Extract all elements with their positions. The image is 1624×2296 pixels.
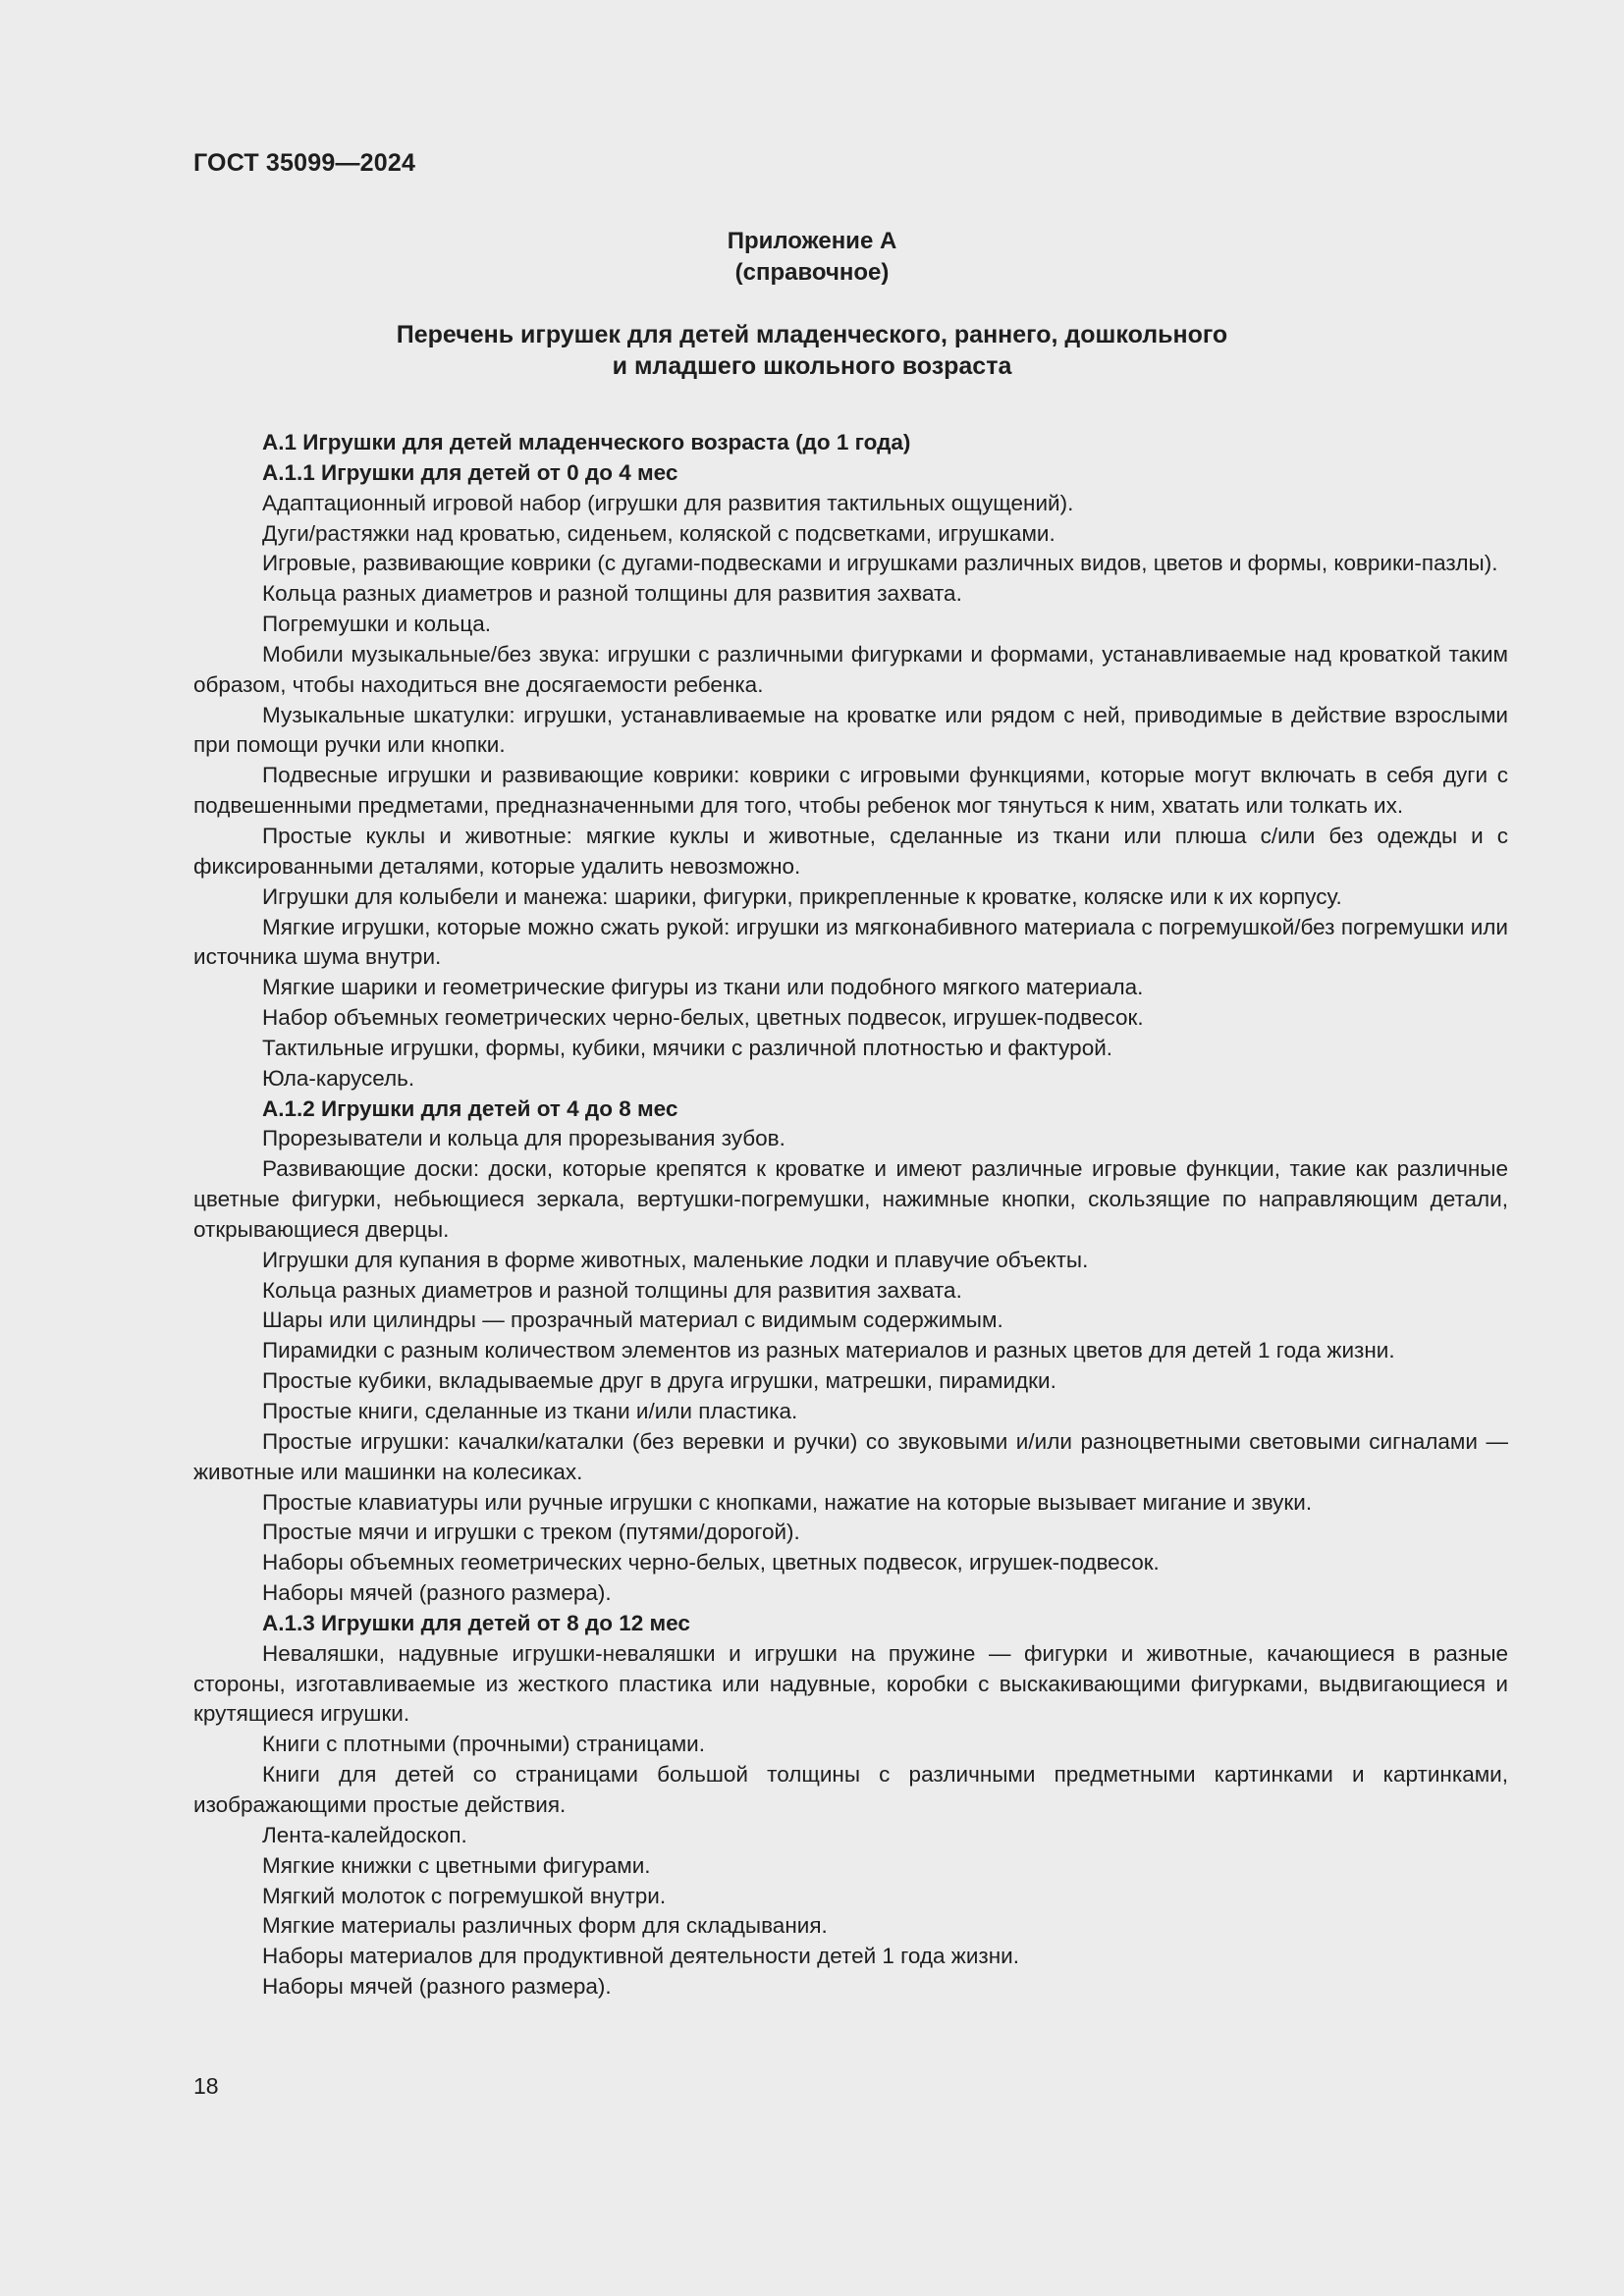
paragraph: Простые книги, сделанные из ткани и/или пластика. bbox=[262, 1399, 798, 1423]
paragraph: Подвесные игрушки и развивающие коврики: коврики с игровыми функциями, которые могут включать в себя дуги с подвешенными предметами, предназначенными для того, чтобы ребенок мог тянуться к ним, хватать или толкать их. bbox=[193, 763, 1508, 819]
paragraph: Игрушки для колыбели и манежа: шарики, фигурки, прикрепленные к кроватке, коляске или к их корпусу. bbox=[262, 883, 1342, 909]
title-line-2: и младшего школьного возраста bbox=[612, 352, 1012, 380]
section-heading: А.1.1 Игрушки для детей от 0 до 4 мес bbox=[262, 459, 678, 485]
paragraph: Прорезыватели и кольца для прорезывания зубов. bbox=[262, 1126, 785, 1151]
appendix-type: (справочное) bbox=[734, 259, 890, 286]
standard-designation: ГОСТ 35099—2024 bbox=[193, 149, 416, 177]
paragraph: Погремушки и кольца. bbox=[262, 612, 492, 637]
title-line-1: Перечень игрушек для детей младенческого, раннего, дошкольного bbox=[396, 321, 1228, 348]
paragraph: Мягкий молоток с погремушкой внутри. bbox=[262, 1883, 667, 1908]
paragraph: Кольца разных диаметров и разной толщины для развития захвата. bbox=[262, 1277, 962, 1303]
paragraph: Кольца разных диаметров и разной толщины для развития захвата. bbox=[262, 581, 962, 607]
paragraph: Игрушки для купания в форме животных, маленькие лодки и плавучие объекты. bbox=[262, 1247, 1089, 1272]
paragraph: Игровые, развивающие коврики (с дугами-подвесками и игрушками различных видов, цветов и формы, коврики-пазлы). bbox=[262, 551, 1498, 576]
paragraph: Адаптационный игровой набор (игрушки для развития тактильных ощущений). bbox=[262, 490, 1074, 515]
paragraph: Наборы материалов для продуктивной деятельности детей 1 года жизни. bbox=[262, 1944, 1019, 1969]
paragraph: Пирамидки с разным количеством элементов из разных материалов и разных цветов для детей 1 года жизни. bbox=[262, 1338, 1395, 1363]
page-number: 18 bbox=[193, 2073, 219, 2099]
section-heading: А.1.2 Игрушки для детей от 4 до 8 мес bbox=[262, 1095, 678, 1121]
paragraph: Тактильные игрушки, формы, кубики, мячики с различной плотностью и фактурой. bbox=[262, 1035, 1113, 1060]
paragraph: Наборы мячей (разного размера). bbox=[262, 1580, 612, 1606]
document-body bbox=[193, 428, 1508, 2002]
paragraph: Музыкальные шкатулки: игрушки, устанавливаемые на кроватке или рядом с ней, приводимые в действие взрослыми при помощи ручки или кнопки. bbox=[193, 702, 1508, 758]
paragraph: Наборы объемных геометрических черно-белых, цветных подвесок, игрушек-подвесок. bbox=[262, 1550, 1160, 1575]
paragraph: Мягкие шарики и геометрические фигуры из ткани или подобного мягкого материала. bbox=[262, 975, 1144, 1000]
paragraph: Наборы мячей (разного размера). bbox=[262, 1974, 612, 2000]
appendix-title bbox=[0, 319, 1624, 382]
paragraph: Простые мячи и игрушки с треком (путями/дорогой). bbox=[262, 1520, 800, 1545]
paragraph: Простые игрушки: качалки/каталки (без веревки и ручки) со звуковыми и/или разноцветными световыми сигналами — животные или машинки на колесиках. bbox=[193, 1428, 1508, 1484]
paragraph: Мягкие материалы различных форм для складывания. bbox=[262, 1913, 828, 1939]
appendix-label: Приложение А bbox=[727, 228, 897, 254]
paragraph: Лента-калейдоскоп. bbox=[262, 1822, 467, 1847]
paragraph: Простые куклы и животные: мягкие куклы и животные, сделанные из ткани или плюша с/или без одежды и с фиксированными деталями, которые удалить невозможно. bbox=[193, 823, 1508, 879]
paragraph: Шары или цилиндры — прозрачный материал с видимым содержимым. bbox=[262, 1308, 1003, 1333]
paragraph: Юла-карусель. bbox=[262, 1065, 415, 1091]
paragraph: Дуги/растяжки над кроватью, сиденьем, коляской с подсветками, игрушками. bbox=[262, 520, 1056, 546]
paragraph: Мягкие игрушки, которые можно сжать рукой: игрушки из мягконабивного материала с погремушкой/без погремушки или источника шума внутри. bbox=[193, 914, 1508, 970]
paragraph: Набор объемных геометрических черно-белых, цветных подвесок, игрушек-подвесок. bbox=[262, 1005, 1144, 1031]
paragraph: Простые клавиатуры или ручные игрушки с кнопками, нажатие на которые вызывает мигание и звуки. bbox=[262, 1489, 1313, 1515]
paragraph: Книги с плотными (прочными) страницами. bbox=[262, 1732, 705, 1757]
section-heading: А.1 Игрушки для детей младенческого возраста (до 1 года) bbox=[262, 430, 911, 454]
paragraph: Мобили музыкальные/без звука: игрушки с различными фигурками и формами, устанавливаемые над кроваткой таким образом, чтобы находиться вне досягаемости ребенка. bbox=[193, 641, 1508, 697]
paragraph: Неваляшки, надувные игрушки-неваляшки и игрушки на пружине — фигурки и животные, качающиеся в разные стороны, изготавливаемые из жесткого пластика или надувные, коробки с выскакивающими фигурками, выдвигающиеся и крутящиеся игрушки. bbox=[193, 1640, 1508, 1727]
paragraph: Простые кубики, вкладываемые друг в друга игрушки, матрешки, пирамидки. bbox=[262, 1368, 1056, 1394]
paragraph: Мягкие книжки с цветными фигурами. bbox=[262, 1852, 651, 1878]
paragraph: Развивающие доски: доски, которые крепятся к кроватке и имеют различные игровые функции, такие как различные цветные фигурки, небьющиеся зеркала, вертушки-погремушки, нажимные кнопки, скользящие по направляющим детали, открывающиеся дверцы. bbox=[193, 1156, 1508, 1242]
section-heading: А.1.3 Игрушки для детей от 8 до 12 мес bbox=[262, 1610, 690, 1635]
appendix-heading bbox=[0, 226, 1624, 289]
paragraph: Книги для детей со страницами большой толщины с различными предметными картинками и картинками, изображающими простые действия. bbox=[193, 1762, 1508, 1817]
